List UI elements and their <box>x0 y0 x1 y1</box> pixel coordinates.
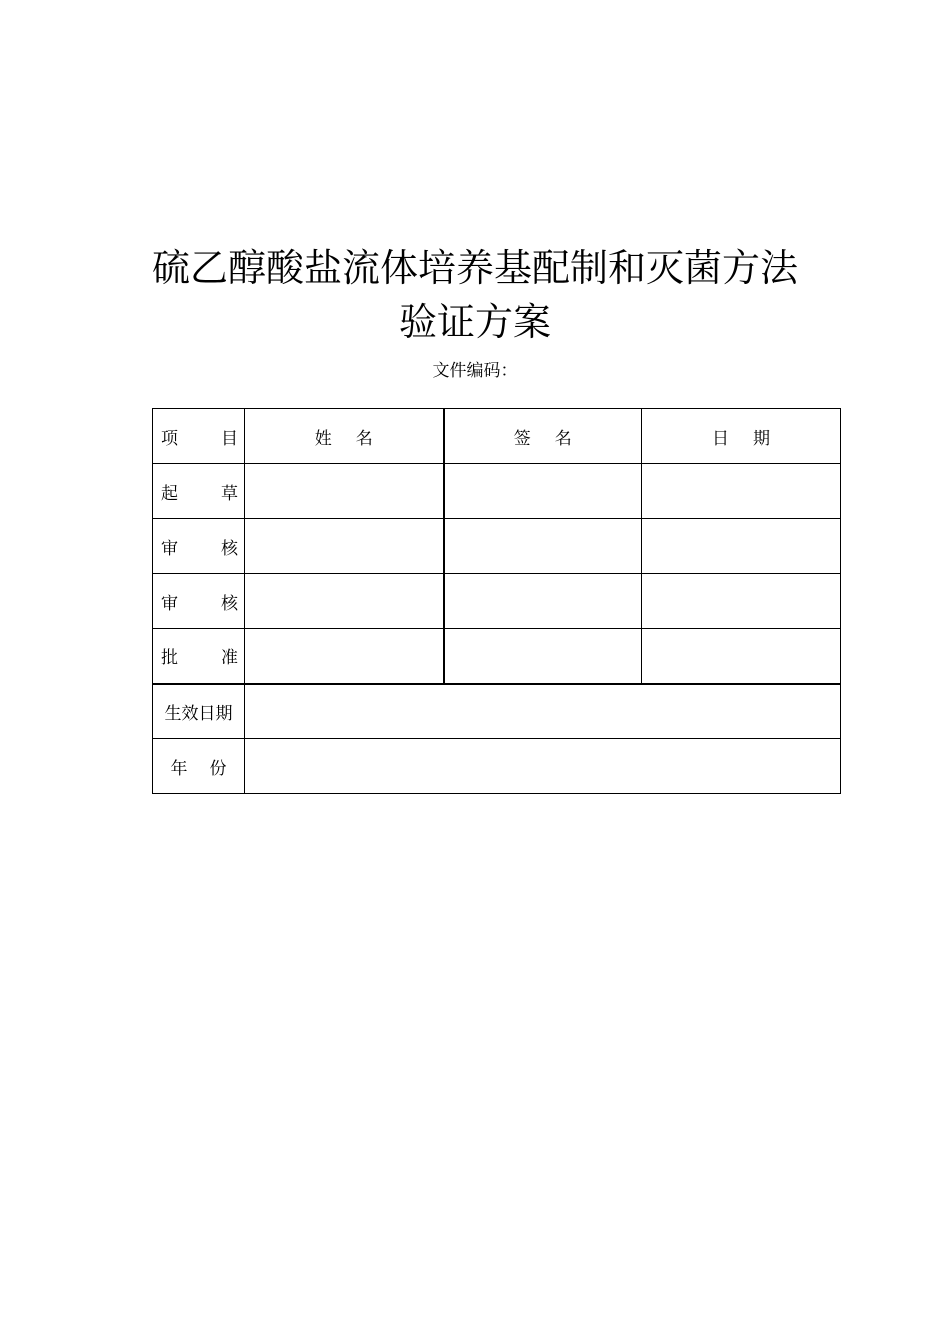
table-row-approve <box>153 629 841 684</box>
table-row-review-1 <box>153 519 841 574</box>
document-code-row <box>0 360 950 382</box>
header-signature-char2: 名 <box>554 428 572 449</box>
row-label-char1: 批 <box>161 648 178 669</box>
name-entry-cell[interactable] <box>245 629 444 684</box>
signature-entry-cell[interactable] <box>444 519 642 574</box>
header-name-char1: 姓 <box>314 428 332 449</box>
effective-date-label-cell <box>153 684 245 739</box>
name-entry-cell[interactable] <box>245 464 444 519</box>
date-entry-cell[interactable] <box>642 519 841 574</box>
header-name-cell <box>245 409 444 464</box>
row-label-cell <box>153 464 245 519</box>
signature-entry-cell[interactable] <box>444 574 642 629</box>
row-label-cell <box>153 574 245 629</box>
signature-entry-cell[interactable] <box>444 629 642 684</box>
effective-date-label: 生效日期 <box>164 703 233 724</box>
year-label-char1: 年 <box>170 758 188 779</box>
header-item-char2: 目 <box>221 428 238 449</box>
row-label-char1: 起 <box>161 483 178 504</box>
row-label-char2: 核 <box>221 593 238 614</box>
document-title-line2: 验证方案 <box>398 300 551 344</box>
date-entry-cell[interactable] <box>642 574 841 629</box>
name-entry-cell[interactable] <box>245 574 444 629</box>
row-label-char2: 核 <box>221 538 238 559</box>
row-label-char2: 准 <box>221 648 238 669</box>
date-entry-cell[interactable] <box>642 629 841 684</box>
header-date-cell <box>642 409 841 464</box>
approval-table <box>152 408 841 794</box>
row-label-char1: 审 <box>161 538 178 559</box>
year-entry-cell[interactable] <box>245 739 841 794</box>
header-name-char2: 名 <box>355 428 373 449</box>
header-date-char2: 期 <box>753 428 770 449</box>
year-label-cell <box>153 739 245 794</box>
row-label-char1: 审 <box>161 593 178 614</box>
table-row-year <box>153 739 841 794</box>
row-label-cell <box>153 629 245 684</box>
date-entry-cell[interactable] <box>642 464 841 519</box>
table-header-row <box>153 409 841 464</box>
header-date-char1: 日 <box>712 428 729 449</box>
row-label-cell <box>153 519 245 574</box>
header-signature-char1: 签 <box>513 428 531 449</box>
table-row-effective-date <box>153 684 841 739</box>
document-title-line1: 硫乙醇酸盐流体培养基配制和灭菌方法 <box>151 246 798 290</box>
document-code-label: 文件编码： <box>432 361 518 381</box>
header-signature-cell <box>444 409 642 464</box>
header-item-cell <box>153 409 245 464</box>
table-row-draft <box>153 464 841 519</box>
year-label-char2: 份 <box>209 758 227 779</box>
table-row-review-2 <box>153 574 841 629</box>
signature-entry-cell[interactable] <box>444 464 642 519</box>
row-label-char2: 草 <box>221 483 238 504</box>
name-entry-cell[interactable] <box>245 519 444 574</box>
header-item-char1: 项 <box>161 428 178 449</box>
effective-date-entry-cell[interactable] <box>245 684 841 739</box>
